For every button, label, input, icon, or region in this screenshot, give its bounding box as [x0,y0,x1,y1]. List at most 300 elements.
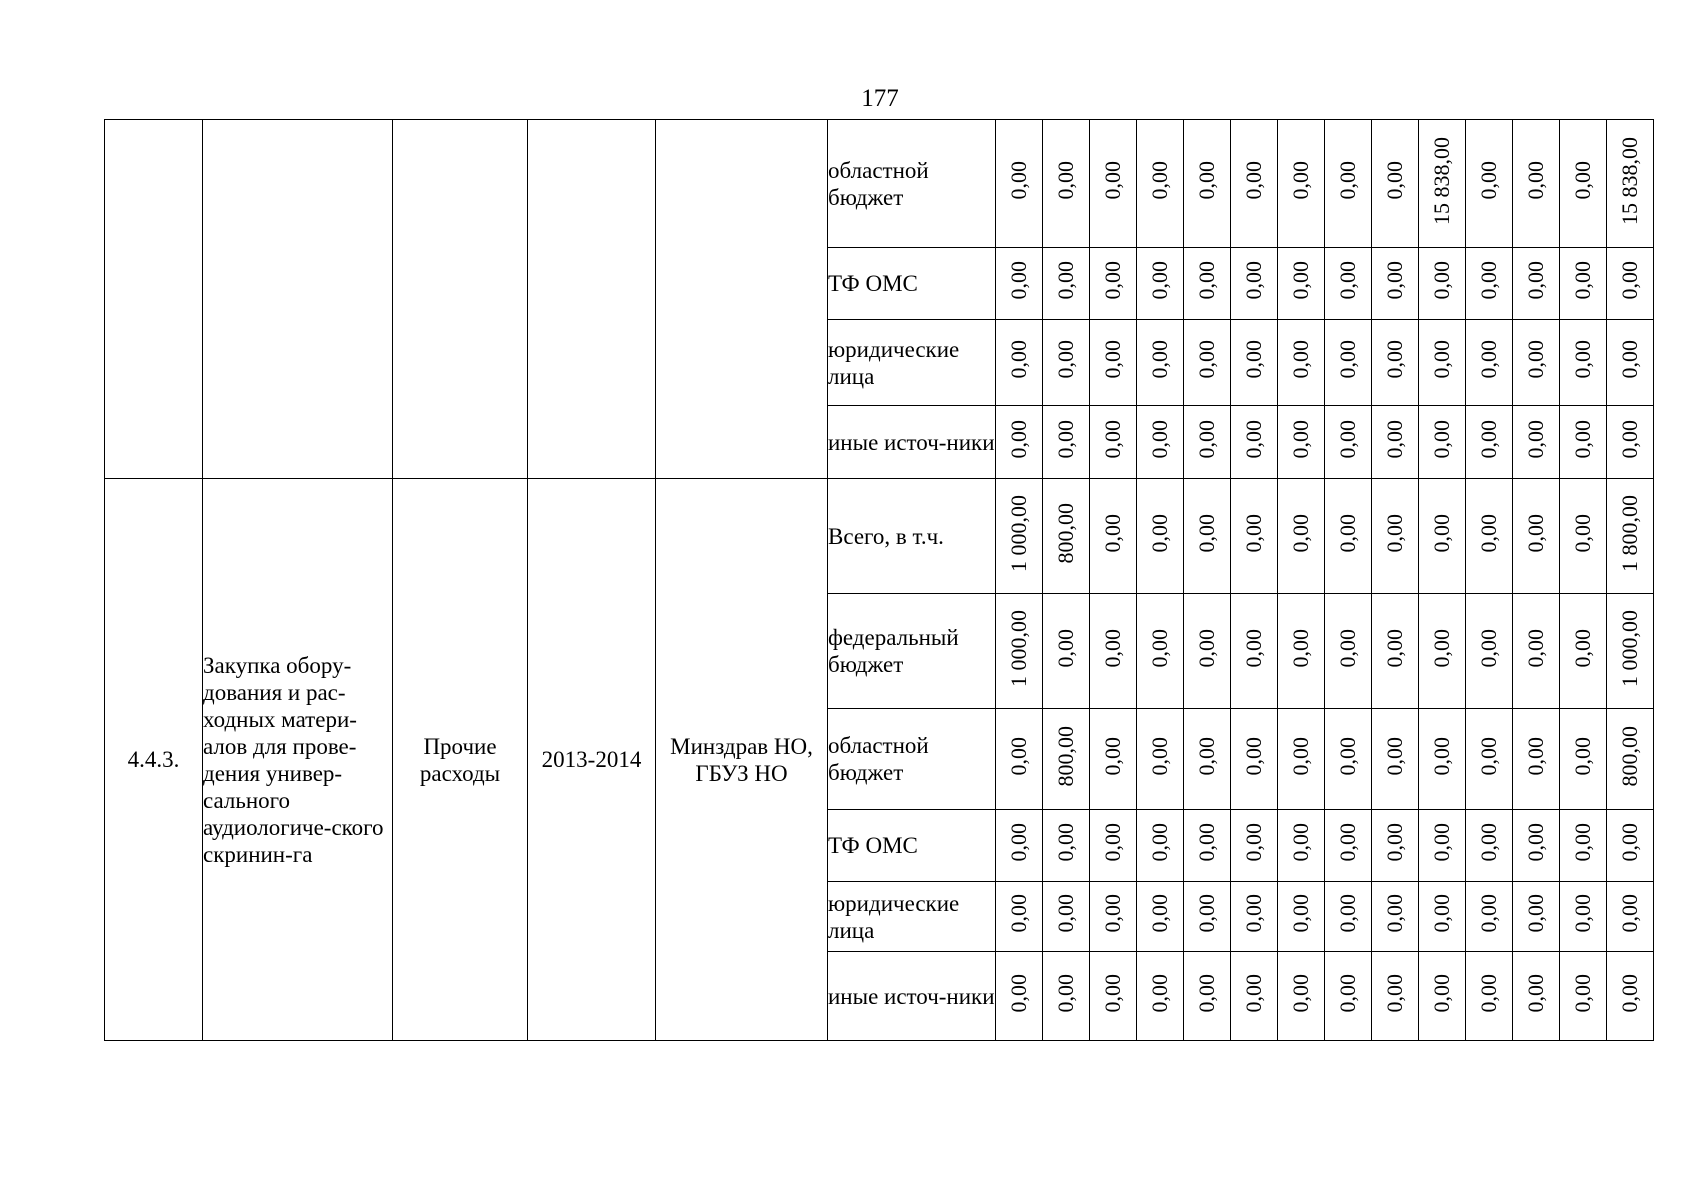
amount-value: 0,00 [1570,894,1595,933]
amount-value: 0,00 [1617,419,1642,459]
amount-value: 0,00 [1429,261,1454,300]
amount-cell [1560,952,1607,1041]
amount-cell [1231,120,1278,248]
amount-cell [1607,594,1654,709]
amount-value: 0,00 [1241,894,1266,933]
amount-value: 0,00 [1382,261,1407,300]
amount-value: 0,00 [1006,736,1031,776]
item-code-cell [105,120,203,479]
amount-cell [1184,120,1231,248]
amount-value: 0,00 [1523,261,1548,300]
amount-cell [1560,479,1607,594]
amount-cell [1607,320,1654,406]
amount-cell [1513,594,1560,709]
amount-value: 0,00 [1429,340,1454,379]
amount-cell [1137,810,1184,882]
amount-cell [1560,709,1607,810]
amount-cell [1419,320,1466,406]
amount-cell [1278,320,1325,406]
amount-value: 0,00 [1523,161,1548,200]
amount-cell [1043,810,1090,882]
amount-cell [996,406,1043,479]
amount-cell [1419,479,1466,594]
executor-cell [656,120,828,479]
amount-value: 0,00 [1382,628,1407,668]
amount-cell [1560,248,1607,320]
amount-cell [1043,248,1090,320]
amount-value: 15 838,00 [1429,136,1454,225]
amount-cell [1560,406,1607,479]
amount-value: 0,00 [1335,823,1360,862]
amount-cell [1137,479,1184,594]
amount-cell [1043,320,1090,406]
amount-cell [1513,120,1560,248]
amount-value: 0,00 [1053,628,1078,668]
amount-cell [1184,406,1231,479]
amount-value: 0,00 [1335,161,1360,200]
amount-value: 15 838,00 [1617,136,1642,225]
amount-value: 0,00 [1100,973,1125,1013]
amount-value: 0,00 [1006,419,1031,459]
amount-value: 1 000,00 [1006,494,1031,572]
amount-value: 0,00 [1523,894,1548,933]
amount-value: 0,00 [1523,513,1548,553]
amount-value: 0,00 [1100,161,1125,200]
amount-cell [996,320,1043,406]
amount-value: 0,00 [1382,973,1407,1013]
amount-cell [1137,320,1184,406]
amount-value: 0,00 [1241,419,1266,459]
amount-cell [996,709,1043,810]
amount-cell [1090,248,1137,320]
amount-value: 0,00 [1476,894,1501,933]
amount-value: 0,00 [1335,513,1360,553]
amount-cell [1137,248,1184,320]
amount-value: 0,00 [1147,419,1172,459]
amount-cell [1419,709,1466,810]
amount-cell [1372,594,1419,709]
amount-cell [1607,952,1654,1041]
amount-value: 0,00 [1053,973,1078,1013]
amount-value: 800,00 [1053,725,1078,787]
amount-value: 0,00 [1194,161,1219,200]
amount-value: 0,00 [1241,973,1266,1013]
amount-cell [1607,479,1654,594]
amount-value: 0,00 [1288,161,1313,200]
amount-cell [1043,479,1090,594]
amount-value: 0,00 [1429,736,1454,776]
amount-value: 0,00 [1194,340,1219,379]
amount-value: 0,00 [1006,261,1031,300]
amount-value: 0,00 [1100,513,1125,553]
amount-cell [1466,406,1513,479]
amount-cell [1184,320,1231,406]
amount-cell [1607,709,1654,810]
budget-table-body [105,120,1654,1041]
amount-cell [1137,406,1184,479]
amount-value: 0,00 [1429,513,1454,553]
amount-value: 0,00 [1006,340,1031,379]
amount-cell [996,479,1043,594]
amount-cell [1419,594,1466,709]
amount-value: 0,00 [1194,419,1219,459]
amount-value: 0,00 [1053,340,1078,379]
amount-value: 800,00 [1053,502,1078,564]
funding-source-label: юридические лица [828,882,996,952]
amount-cell [1325,248,1372,320]
amount-value: 0,00 [1147,973,1172,1013]
amount-cell [1043,594,1090,709]
amount-cell [1325,952,1372,1041]
budget-table [104,119,1654,1041]
amount-value: 0,00 [1053,161,1078,200]
amount-value: 0,00 [1617,340,1642,379]
amount-cell [1090,882,1137,952]
amount-value: 0,00 [1241,513,1266,553]
funding-source-label: Всего, в т.ч. [828,479,996,594]
amount-value: 0,00 [1147,894,1172,933]
amount-cell [1231,709,1278,810]
amount-cell [1184,882,1231,952]
amount-value: 0,00 [1147,261,1172,300]
amount-cell [1231,952,1278,1041]
amount-value: 0,00 [1476,340,1501,379]
amount-value: 0,00 [1100,628,1125,668]
amount-value: 0,00 [1570,340,1595,379]
amount-value: 0,00 [1523,823,1548,862]
amount-value: 0,00 [1288,894,1313,933]
amount-value: 0,00 [1476,161,1501,200]
amount-value: 0,00 [1617,973,1642,1013]
amount-value: 0,00 [1429,823,1454,862]
amount-cell [1466,594,1513,709]
amount-cell [1560,810,1607,882]
amount-cell [1513,406,1560,479]
amount-value: 0,00 [1476,973,1501,1013]
amount-cell [1278,248,1325,320]
amount-value: 0,00 [1288,419,1313,459]
funding-source-label: областной бюджет [828,709,996,810]
funding-source-label: ТФ ОМС [828,248,996,320]
amount-cell [1513,248,1560,320]
amount-value: 0,00 [1147,736,1172,776]
amount-value: 0,00 [1147,823,1172,862]
amount-cell [1325,810,1372,882]
amount-cell [1090,406,1137,479]
amount-value: 0,00 [1382,513,1407,553]
amount-value: 0,00 [1570,823,1595,862]
amount-cell [1372,479,1419,594]
table-row [105,120,1654,248]
amount-value: 0,00 [1288,340,1313,379]
amount-cell [1513,479,1560,594]
amount-value: 0,00 [1194,261,1219,300]
amount-cell [1419,810,1466,882]
amount-value: 0,00 [1100,736,1125,776]
amount-value: 0,00 [1100,823,1125,862]
amount-value: 800,00 [1617,725,1642,787]
amount-cell [1513,952,1560,1041]
amount-value: 0,00 [1617,823,1642,862]
amount-cell [996,810,1043,882]
amount-cell [1466,882,1513,952]
amount-value: 0,00 [1288,261,1313,300]
amount-cell [1466,120,1513,248]
amount-cell [1043,952,1090,1041]
amount-cell [1278,882,1325,952]
amount-value: 0,00 [1382,161,1407,200]
amount-cell [1278,709,1325,810]
amount-value: 0,00 [1570,161,1595,200]
amount-value: 1 800,00 [1617,494,1642,572]
amount-cell [1090,709,1137,810]
amount-value: 0,00 [1194,628,1219,668]
funding-source-label: областной бюджет [828,120,996,248]
amount-cell [1278,810,1325,882]
amount-cell [1231,248,1278,320]
amount-value: 0,00 [1335,628,1360,668]
amount-cell [1372,248,1419,320]
period-cell: 2013-2014 [528,479,656,1041]
amount-value: 0,00 [1429,894,1454,933]
item-name-cell: Закупка обору-дования и рас-ходных матери-алов для прове-дения универ-сального аудиологиче-ского скринин-га [203,479,393,1041]
amount-value: 1 000,00 [1617,609,1642,687]
amount-value: 0,00 [1053,419,1078,459]
amount-value: 0,00 [1570,513,1595,553]
amount-value: 0,00 [1147,513,1172,553]
amount-value: 0,00 [1382,736,1407,776]
amount-value: 0,00 [1570,419,1595,459]
amount-cell [1372,709,1419,810]
amount-value: 0,00 [1241,736,1266,776]
amount-cell [1184,594,1231,709]
amount-cell [1231,882,1278,952]
amount-cell [1090,320,1137,406]
amount-cell [1466,709,1513,810]
amount-cell [1325,709,1372,810]
amount-value: 0,00 [1194,973,1219,1013]
amount-cell [1607,406,1654,479]
amount-cell [996,952,1043,1041]
amount-value: 0,00 [1053,261,1078,300]
amount-cell [1137,882,1184,952]
amount-value: 0,00 [1194,894,1219,933]
amount-cell [1278,120,1325,248]
amount-value: 0,00 [1523,736,1548,776]
amount-cell [1607,810,1654,882]
amount-value: 0,00 [1617,894,1642,933]
amount-cell [996,248,1043,320]
page-number: 177 [861,85,899,112]
amount-value: 0,00 [1476,513,1501,553]
amount-cell [1372,320,1419,406]
amount-cell [1137,952,1184,1041]
amount-cell [1372,406,1419,479]
amount-value: 0,00 [1523,973,1548,1013]
amount-value: 0,00 [1100,419,1125,459]
amount-cell [1184,248,1231,320]
amount-cell [1372,952,1419,1041]
amount-value: 0,00 [1429,419,1454,459]
amount-cell [1090,810,1137,882]
amount-cell [1090,479,1137,594]
amount-cell [1184,479,1231,594]
amount-value: 0,00 [1100,340,1125,379]
amount-value: 0,00 [1006,973,1031,1013]
amount-value: 0,00 [1335,736,1360,776]
amount-value: 0,00 [1570,973,1595,1013]
amount-cell [1137,120,1184,248]
amount-cell [1278,479,1325,594]
amount-cell [1607,120,1654,248]
amount-cell [1325,882,1372,952]
amount-value: 0,00 [1335,419,1360,459]
amount-cell [1513,709,1560,810]
amount-cell [1607,248,1654,320]
amount-cell [1137,709,1184,810]
amount-cell [1466,248,1513,320]
amount-value: 0,00 [1006,894,1031,933]
amount-cell [1231,594,1278,709]
amount-value: 0,00 [1006,823,1031,862]
amount-cell [1419,248,1466,320]
amount-cell [1513,810,1560,882]
amount-value: 0,00 [1241,628,1266,668]
amount-cell [1231,810,1278,882]
amount-cell [1184,709,1231,810]
amount-value: 0,00 [1570,736,1595,776]
funding-source-label: федеральный бюджет [828,594,996,709]
amount-value: 0,00 [1241,261,1266,300]
amount-cell [1231,479,1278,594]
amount-value: 0,00 [1241,340,1266,379]
executor-cell: Минздрав НО, ГБУЗ НО [656,479,828,1041]
amount-value: 0,00 [1429,628,1454,668]
amount-cell [1513,320,1560,406]
amount-cell [1325,479,1372,594]
amount-cell [1607,882,1654,952]
amount-cell [1419,406,1466,479]
amount-value: 0,00 [1147,161,1172,200]
amount-cell [1278,406,1325,479]
amount-value: 0,00 [1476,419,1501,459]
amount-cell [1325,120,1372,248]
amount-value: 0,00 [1523,419,1548,459]
amount-value: 0,00 [1288,628,1313,668]
amount-value: 0,00 [1288,973,1313,1013]
funding-source-label: иные источ-ники [828,406,996,479]
amount-cell [1231,320,1278,406]
amount-value: 0,00 [1194,823,1219,862]
amount-cell [1419,120,1466,248]
amount-cell [1419,952,1466,1041]
amount-value: 0,00 [1288,736,1313,776]
amount-value: 0,00 [1194,513,1219,553]
amount-cell [1372,120,1419,248]
amount-cell [1090,120,1137,248]
amount-value: 0,00 [1288,513,1313,553]
amount-value: 0,00 [1241,161,1266,200]
amount-value: 0,00 [1335,261,1360,300]
amount-cell [996,594,1043,709]
amount-cell [1560,320,1607,406]
amount-cell [1043,882,1090,952]
amount-cell [1325,406,1372,479]
amount-value: 0,00 [1570,261,1595,300]
amount-value: 0,00 [1570,628,1595,668]
amount-cell [1090,594,1137,709]
amount-value: 0,00 [1288,823,1313,862]
amount-cell [1466,479,1513,594]
amount-value: 0,00 [1100,894,1125,933]
amount-cell [1466,810,1513,882]
item-name-cell [203,120,393,479]
amount-value: 0,00 [1617,261,1642,300]
amount-value: 0,00 [1382,340,1407,379]
funding-source-label: юридические лица [828,320,996,406]
table-row [105,479,1654,594]
amount-cell [1419,882,1466,952]
amount-value: 0,00 [1476,823,1501,862]
amount-value: 0,00 [1523,628,1548,668]
amount-cell [996,882,1043,952]
amount-cell [1043,406,1090,479]
amount-value: 0,00 [1476,628,1501,668]
amount-value: 0,00 [1335,340,1360,379]
amount-value: 0,00 [1476,736,1501,776]
amount-cell [1372,810,1419,882]
amount-cell [1184,810,1231,882]
amount-value: 0,00 [1194,736,1219,776]
amount-cell [1231,406,1278,479]
amount-value: 1 000,00 [1006,609,1031,687]
amount-cell [1372,882,1419,952]
amount-value: 0,00 [1147,340,1172,379]
amount-cell [1560,120,1607,248]
amount-value: 0,00 [1100,261,1125,300]
amount-value: 0,00 [1006,161,1031,200]
amount-cell [1560,882,1607,952]
expense-type-cell [393,120,528,479]
amount-cell [1466,952,1513,1041]
expense-type-cell: Прочие расходы [393,479,528,1041]
amount-cell [1184,952,1231,1041]
amount-value: 0,00 [1053,894,1078,933]
amount-value: 0,00 [1476,261,1501,300]
amount-cell [1513,882,1560,952]
amount-cell [1137,594,1184,709]
amount-value: 0,00 [1053,823,1078,862]
item-code-cell: 4.4.3. [105,479,203,1041]
amount-cell [1090,952,1137,1041]
amount-cell [1278,952,1325,1041]
amount-value: 0,00 [1523,340,1548,379]
amount-cell [1043,709,1090,810]
funding-source-label: ТФ ОМС [828,810,996,882]
amount-value: 0,00 [1335,894,1360,933]
amount-value: 0,00 [1382,894,1407,933]
amount-value: 0,00 [1382,823,1407,862]
amount-cell [1325,320,1372,406]
funding-source-label: иные источ-ники [828,952,996,1041]
amount-value: 0,00 [1429,973,1454,1013]
amount-cell [1325,594,1372,709]
amount-value: 0,00 [1335,973,1360,1013]
period-cell [528,120,656,479]
amount-cell [1043,120,1090,248]
amount-value: 0,00 [1382,419,1407,459]
amount-cell [1278,594,1325,709]
